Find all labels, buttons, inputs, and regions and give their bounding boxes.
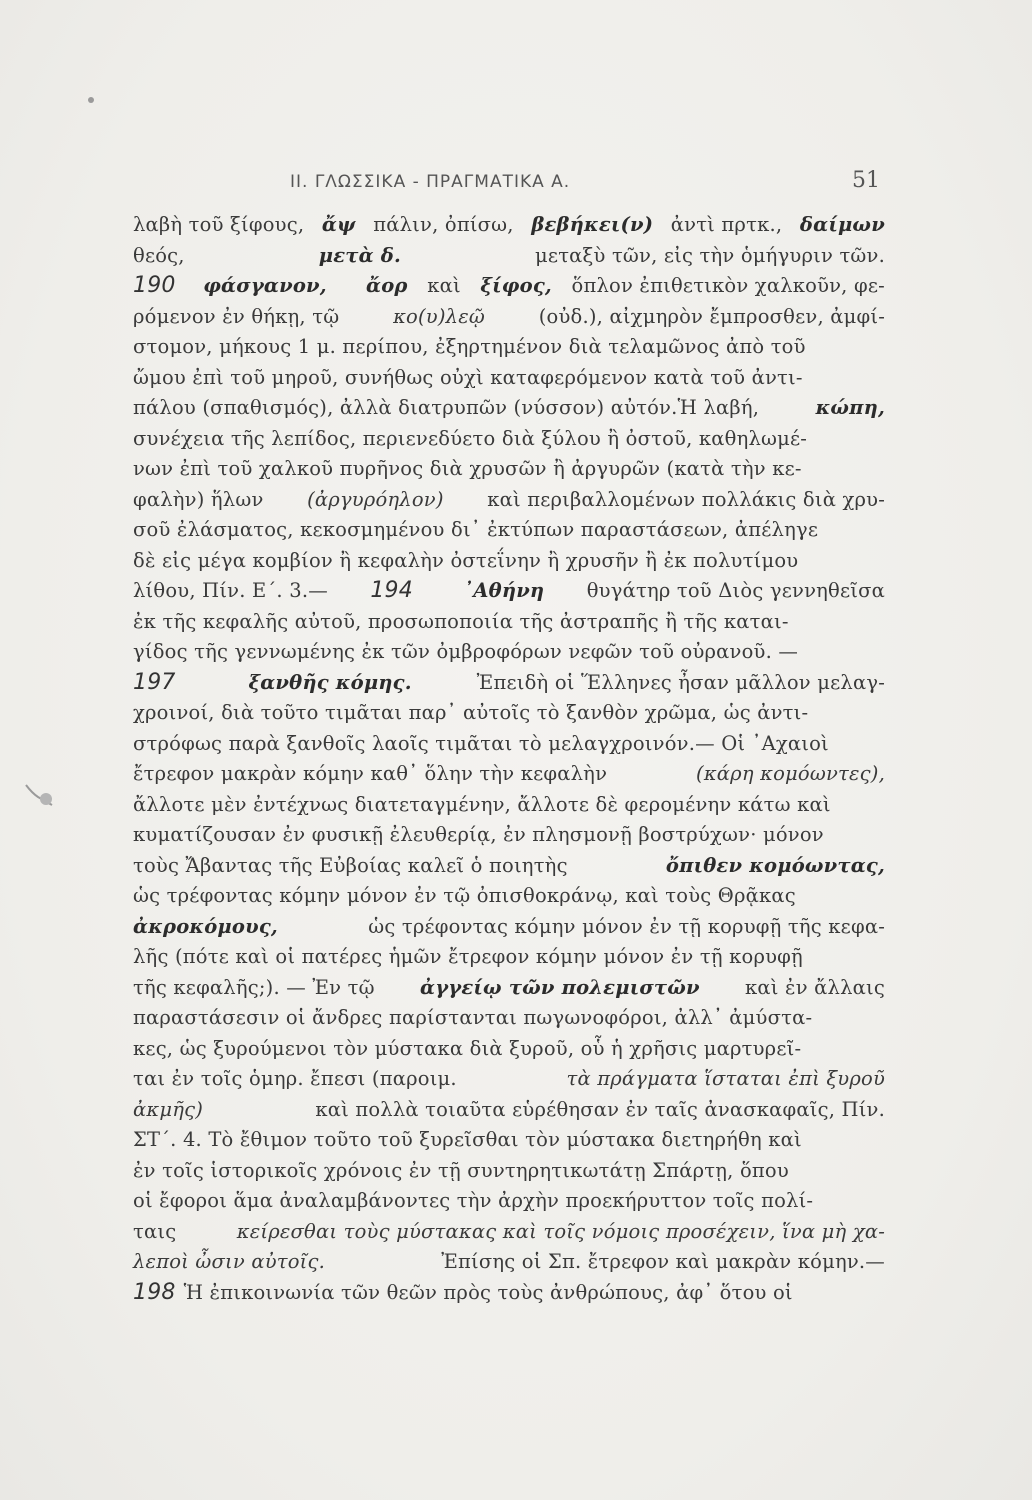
text-span: καὶ [427,274,461,297]
text-span: καὶ πολλὰ τοιαῦτα εὑρέθησαν ἐν ταῖς ἀνασκαφαῖς, Πίν. [315,1097,885,1121]
text-line [133,424,885,455]
text-line [133,759,885,790]
margin-mark [88,97,94,103]
text-line [133,515,885,546]
text-line [133,820,885,851]
text-line [133,637,885,668]
running-head: II. ΓΛΩΣΣΙΚΑ - ΠΡΑΓΜΑΤΙΚΑ Α. [290,172,571,192]
text-span: ὅπλον ἐπιθετικὸν χαλκοῦν, φε- [571,274,885,297]
text-line [133,393,885,424]
verse-number: 198 [133,1279,176,1305]
text-span: (οὐδ.), αἰχμηρὸν ἔμπροσθεν, ἀμφί- [538,304,885,328]
lemma-term: μετὰ δ. [318,243,401,267]
lemma-term: ξανθῆς κόμης. [248,670,412,694]
text-line [133,790,885,821]
text-line [133,485,885,516]
text-line [133,454,885,485]
text-span: ἄλλοτε μὲν ἐντέχνως διατεταγμένην, ἄλλοτε δὲ φερομένην κάτω καὶ [133,792,831,816]
text-line [133,210,885,241]
lemma-term: ἀκροκόμους, [133,914,278,938]
page-number: 51 [852,168,880,193]
text-line [133,241,885,272]
text-span: τοὺς Ἄβαντας τῆς Εὐβοίας καλεῖ ὁ ποιητὴς [133,853,568,877]
text-span: τὰ πράγματα ἵσταται ἐπὶ ξυροῦ [566,1067,885,1090]
text-line [133,1095,885,1126]
text-span: πάλου (σπαθισμός), ἀλλὰ διατρυπῶν (νύσσον) αὐτόν.Ἡ λαβή, [133,396,760,419]
text-line [133,912,885,943]
text-line [133,881,885,912]
text-span: ἔτρεφον μακρὰν κόμην καθ᾽ ὅλην τὴν κεφαλὴν [133,762,608,785]
text-span: θεός, [133,243,185,267]
text-line [133,729,885,760]
text-line [133,1003,885,1034]
body-text [133,210,885,1308]
lemma-term: ξίφος, [480,274,552,297]
text-span: οἱ ἔφοροι ἅμα ἀναλαμβάνοντες τὴν ἀρχὴν προεκήρυττον τοῖς πολί- [133,1189,814,1212]
lemma-term: ὄπιθεν κομόωντας, [665,853,885,877]
text-span: τῆς κεφαλῆς;). — Ἐν τῷ [133,975,375,999]
text-span: φαλὴν) ἥλων [133,487,264,511]
text-line [133,1125,885,1156]
text-line [133,942,885,973]
text-line [133,1247,885,1278]
verse-number: 194 [370,578,413,603]
lemma-term: ἄορ [365,274,408,297]
text-line [133,363,885,394]
text-line [133,1064,885,1095]
lemma-term: βεβήκει(ν) [531,213,654,236]
text-line [133,576,885,607]
text-span: δὲ εἰς μέγα κομβίον ἢ κεφαλὴν ὀστεΐνην ἢ χρυσῆν ἢ ἐκ πολυτίμου [133,548,799,572]
text-span: (κάρη κομόωντες), [696,762,885,785]
text-span: στομον, μήκους 1 μ. περίπου, ἐξηρτημένον διὰ τελαμῶνος ἀπὸ τοῦ [133,335,806,358]
text-span: Ἐπειδὴ οἱ Ἕλληνες ἦσαν μᾶλλον μελαγ- [476,670,885,694]
text-span: παραστάσεσιν οἱ ἄνδρες παρίστανται πωγωνοφόροι, ἀλλ᾽ ἀμύστα- [133,1006,813,1029]
text-span: χροινοί, διὰ τοῦτο τιμᾶται παρ᾽ αὐτοῖς τὸ ξανθὸν χρῶμα, ὡς ἀντι- [133,701,809,724]
text-span: θυγάτηρ τοῦ Διὸς γεννηθεῖσα [586,579,885,602]
lemma-term: ᾿Αθήνη [463,579,545,602]
lemma-term: φάσγανον, [203,274,327,297]
text-span: στρόφως παρὰ ξανθοῖς λαοῖς τιμᾶται τὸ μελαγχροινόν.— Οἱ ᾿Αχαιοὶ [133,731,829,755]
text-span: λίθου, Πίν. Ε΄. 3.— [133,579,328,602]
text-span: ται ἐν τοῖς ὁμηρ. ἔπεσι (παροιμ. [133,1067,457,1090]
ink-smudge [18,775,58,815]
text-line [133,1217,885,1248]
text-line [133,302,885,333]
text-span: κυματίζουσαν ἐν φυσικῇ ἐλευθερίᾳ, ἐν πλησμονῇ βοστρύχων· μόνον [133,823,824,846]
text-span: λαβὴ τοῦ ξίφους, [133,213,305,236]
text-span: λῆς (πότε καὶ οἱ πατέρες ἡμῶν ἔτρεφον κόμην μόνον ἐν τῇ κορυφῇ [133,945,803,968]
text-span: σοῦ ἐλάσματος, κεκοσμημένου δι᾽ ἐκτύπων παραστάσεων, ἀπέληγε [133,518,819,541]
text-span: καὶ ἐν ἄλλαις [745,975,885,999]
text-span: κες, ὡς ξυρούμενοι τὸν μύστακα διὰ ξυροῦ, οὗ ἡ χρῆσις μαρτυρεῖ- [133,1036,802,1060]
text-span: κείρεσθαι τοὺς μύστακας καὶ τοῖς νόμοις προσέχειν, ἵνα μὴ χα- [236,1219,885,1243]
text-span: ἀντὶ πρτκ., [670,213,783,236]
lemma-term: δαίμων [799,213,885,236]
text-span: ἐν τοῖς ἱστορικοῖς χρόνοις ἐν τῇ συντηρητικωτάτῃ Σπάρτῃ, ὅπου [133,1158,789,1182]
text-line [133,607,885,638]
text-line [133,1278,885,1309]
text-span: συνέχεια τῆς λεπίδος, περιενεδύετο διὰ ξύλου ἢ ὀστοῦ, καθηλωμέ- [133,426,808,450]
text-span: ρόμενον ἐν θήκῃ, τῷ [133,304,340,328]
text-span: ἐκ τῆς κεφαλῆς αὐτοῦ, προσωποποιία τῆς ἀστραπῆς ἢ τῆς καται- [133,609,789,633]
text-span: ΣΤ΄. 4. Τὸ ἔθιμον τοῦτο τοῦ ξυρεῖσθαι τὸν μύστακα διετηρήθη καὶ [133,1128,802,1151]
text-span: (ἀργυρόηλον) [307,487,444,511]
verse-number: 190 [133,273,176,298]
text-span: κο(υ)λεῷ [393,304,485,328]
text-line [133,271,885,302]
text-line [133,1186,885,1217]
text-span: μεταξὺ τῶν, εἰς τὴν ὁμήγυριν τῶν. [535,243,885,267]
text-span: γίδος τῆς γεννωμένης ἐκ τῶν ὀμβροφόρων νεφῶν τοῦ οὐρανοῦ. — [133,640,799,663]
text-line [133,546,885,577]
lemma-term: ἄψ [321,213,356,236]
text-span: ὡς τρέφοντας κόμην μόνον ἐν τῷ ὀπισθοκράνῳ, καὶ τοὺς Θρᾷκας [133,884,796,907]
text-line [133,973,885,1004]
text-line [133,1156,885,1187]
text-span: ταις [133,1219,177,1243]
text-span: ἀκμῆς) [133,1097,204,1121]
page-header [290,168,880,198]
verse-number: 197 [133,669,176,695]
text-line [133,668,885,699]
text-span: Ἡ ἐπικοινωνία τῶν θεῶν πρὸς τοὺς ἀνθρώπους, ἀφ᾽ ὅτου οἱ [183,1280,793,1304]
text-line [133,698,885,729]
text-line [133,332,885,363]
text-span: καὶ περιβαλλομένων πολλάκις διὰ χρυ- [487,487,885,511]
text-line [133,1034,885,1065]
text-span: ὤμου ἐπὶ τοῦ μηροῦ, συνήθως οὐχὶ καταφερόμενον κατὰ τοῦ ἀντι- [133,365,803,389]
text-span: ὡς τρέφοντας κόμην μόνον ἐν τῇ κορυφῇ τῆς κεφα- [368,914,885,938]
text-span: νων ἐπὶ τοῦ χαλκοῦ πυρῆνος διὰ χρυσῶν ἢ ἀργυρῶν (κατὰ τὴν κε- [133,457,802,480]
lemma-term: κώπη, [815,396,885,419]
lemma-term: ἀγγείῳ τῶν πολεμιστῶν [420,975,700,999]
text-span: πάλιν, ὀπίσω, [373,213,514,236]
text-line [133,851,885,882]
text-span: Ἐπίσης οἱ Σπ. ἔτρεφον καὶ μακρὰν κόμην.— [441,1250,885,1273]
text-span: λεποὶ ὦσιν αὐτοῖς. [133,1250,326,1273]
